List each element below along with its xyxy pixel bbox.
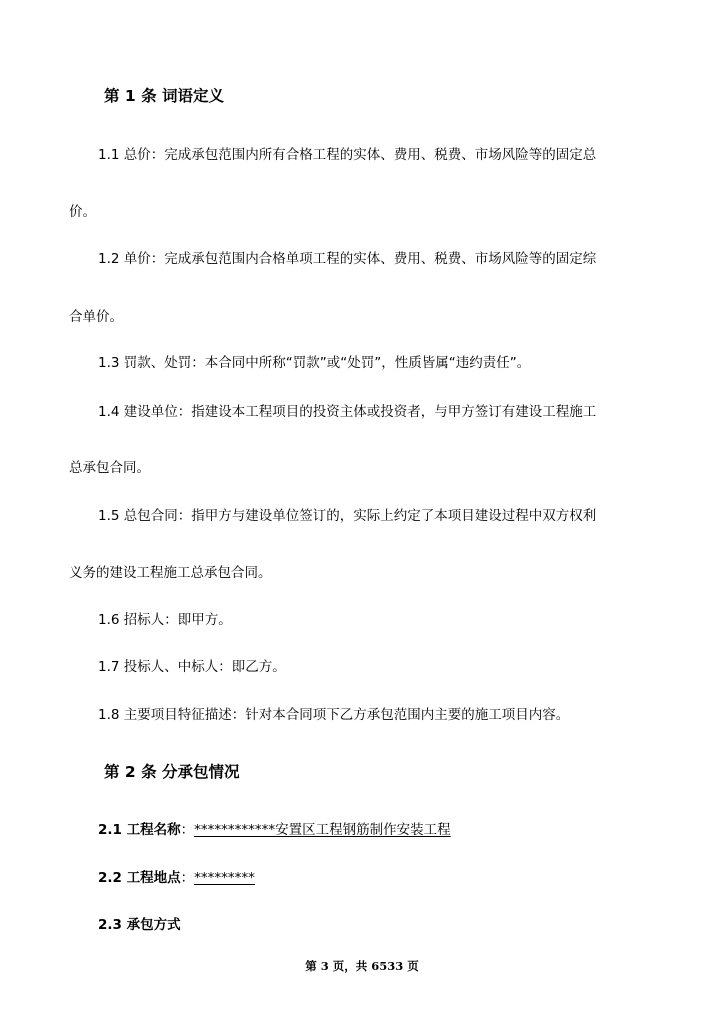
clause-2-3 bbox=[98, 916, 181, 934]
clause-1-1-line-1: 1.1 总价：完成承包范围内所有合格工程的实体、费用、税费、市场风险等的固定总 bbox=[98, 147, 597, 163]
clause-1-1-line-2: 价。 bbox=[69, 204, 96, 220]
clause-1-4-line-1: 1.4 建设单位：指建设本工程项目的投资主体或投资者，与甲方签订有建设工程施工 bbox=[98, 404, 597, 420]
section-2-heading: 第 2 条 分承包情况 bbox=[104, 763, 240, 781]
contract-method-label: 2.3 承包方式 bbox=[98, 917, 181, 933]
page-footer: 第 3 页，共 6533 页 bbox=[305, 959, 419, 973]
clause-2-1 bbox=[98, 821, 451, 839]
clause-2-2 bbox=[98, 869, 255, 887]
clause-1-5-line-2: 义务的建设工程施工总承包合同。 bbox=[69, 565, 272, 581]
project-location-separator: ： bbox=[180, 870, 195, 886]
clause-1-7: 1.7 投标人、中标人：即乙方。 bbox=[98, 659, 286, 675]
section-1-heading: 第 1 条 词语定义 bbox=[104, 87, 224, 105]
clause-1-4-line-2: 总承包合同。 bbox=[69, 460, 150, 476]
clause-1-3-line-1: 1.3 罚款、处罚：本合同中所称“罚款”或“处罚”，性质皆属“违约责任”。 bbox=[98, 355, 531, 371]
project-name-value: ************安置区工程钢筋制作安装工程 bbox=[194, 822, 451, 838]
clause-1-2-line-2: 合单价。 bbox=[69, 309, 123, 325]
clause-1-5-line-1: 1.5 总包合同：指甲方与建设单位签订的，实际上约定了本项目建设过程中双方权利 bbox=[98, 508, 597, 524]
project-location-value: ********* bbox=[194, 870, 255, 886]
project-name-label: 2.1 工程名称 bbox=[98, 822, 181, 838]
clause-1-2-line-1: 1.2 单价：完成承包范围内合格单项工程的实体、费用、税费、市场风险等的固定综 bbox=[98, 251, 597, 267]
project-location-label: 2.2 工程地点 bbox=[98, 870, 181, 886]
project-name-separator: ： bbox=[180, 822, 195, 838]
clause-1-6: 1.6 招标人：即甲方。 bbox=[98, 612, 232, 628]
clause-1-8: 1.8 主要项目特征描述：针对本合同项下乙方承包范围内主要的施工项目内容。 bbox=[98, 707, 570, 723]
